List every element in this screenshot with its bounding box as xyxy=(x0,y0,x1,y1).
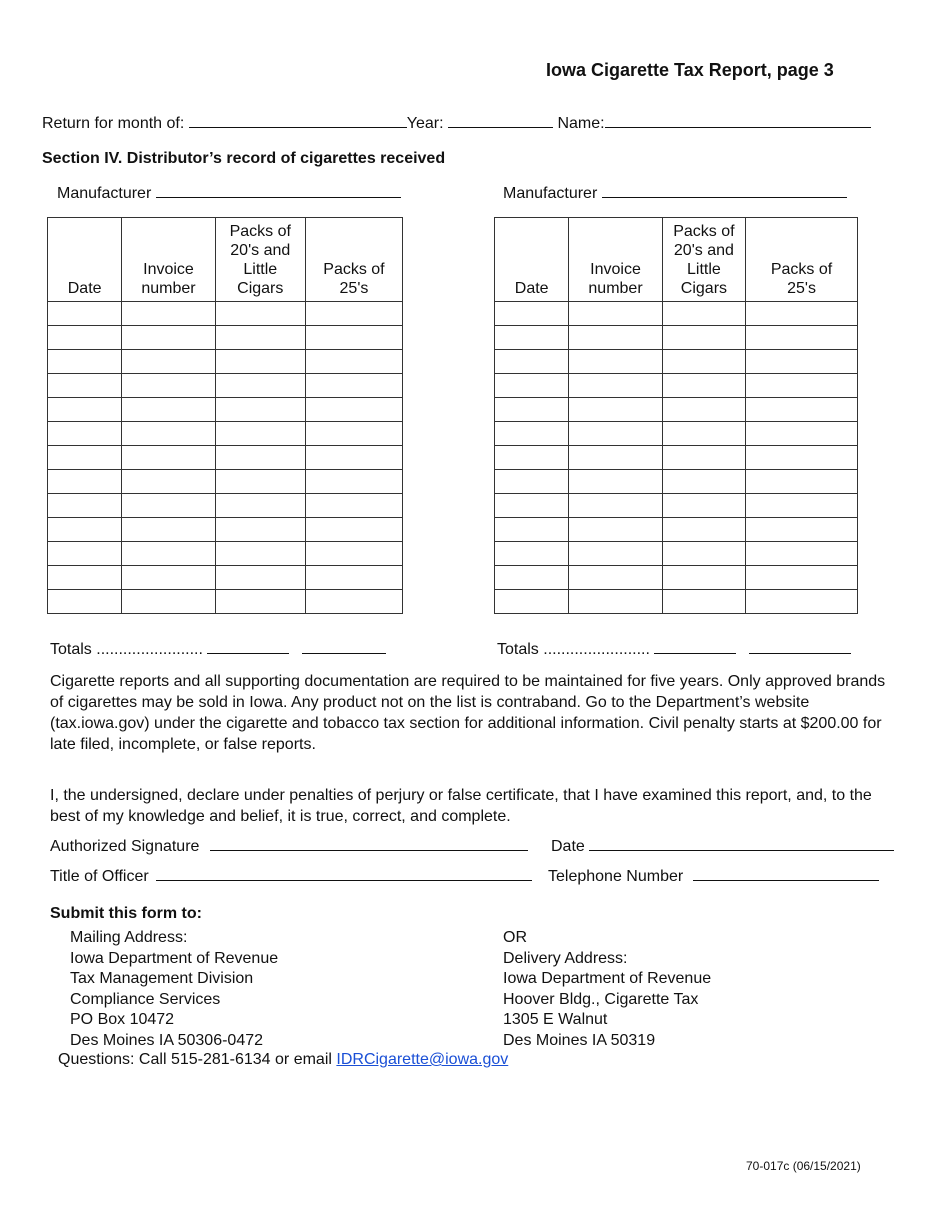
mailing-address-line: Tax Management Division xyxy=(70,970,254,987)
cell-packs25[interactable] xyxy=(305,566,402,590)
delivery-address-line: Delivery Address: xyxy=(503,949,628,967)
cell-date[interactable] xyxy=(495,518,569,542)
title-row xyxy=(50,866,532,886)
cell-invoice[interactable] xyxy=(569,302,662,326)
cell-invoice[interactable] xyxy=(122,422,215,446)
total-packs25-field[interactable] xyxy=(302,639,386,654)
totals-label: Totals ........................ xyxy=(497,641,650,658)
delivery-address-line: 1305 E Walnut xyxy=(503,1011,608,1028)
cell-date[interactable] xyxy=(48,542,122,566)
cell-date[interactable] xyxy=(495,590,569,614)
delivery-address-line: Hoover Bldg., Cigarette Tax xyxy=(503,990,699,1008)
cell-packs20[interactable] xyxy=(215,302,305,326)
cell-packs25[interactable] xyxy=(305,350,402,374)
cell-invoice[interactable] xyxy=(122,398,215,422)
cell-invoice[interactable] xyxy=(569,398,662,422)
totals-right xyxy=(497,639,851,659)
cell-date[interactable] xyxy=(48,446,122,470)
name-label: Name: xyxy=(557,115,605,132)
cell-packs20[interactable] xyxy=(662,494,745,518)
cell-packs25[interactable] xyxy=(746,566,858,590)
column-header-packs25: Packs of 25's xyxy=(746,218,858,302)
cell-invoice[interactable] xyxy=(122,326,215,350)
cell-date[interactable] xyxy=(48,350,122,374)
cell-date[interactable] xyxy=(495,470,569,494)
cell-packs20[interactable] xyxy=(662,566,745,590)
cell-packs20[interactable] xyxy=(662,422,745,446)
questions-line xyxy=(58,1051,508,1069)
phone-row xyxy=(548,866,879,886)
cell-packs25[interactable] xyxy=(746,374,858,398)
cell-invoice[interactable] xyxy=(122,470,215,494)
cell-packs20[interactable] xyxy=(215,494,305,518)
mailing-address-line: PO Box 10472 xyxy=(70,1011,175,1028)
cell-date[interactable] xyxy=(495,374,569,398)
column-header-date: Date xyxy=(48,218,122,302)
cell-invoice[interactable] xyxy=(569,326,662,350)
table-row xyxy=(48,350,403,374)
cell-packs20[interactable] xyxy=(215,422,305,446)
cell-packs20[interactable] xyxy=(662,446,745,470)
cell-invoice[interactable] xyxy=(122,446,215,470)
column-header-invoice: Invoice number xyxy=(122,218,215,302)
form-id: 70-017c (06/15/2021) xyxy=(746,1159,861,1173)
cell-packs20[interactable] xyxy=(662,470,745,494)
table-header-row xyxy=(48,218,403,302)
cell-invoice[interactable] xyxy=(569,422,662,446)
cell-packs20[interactable] xyxy=(662,326,745,350)
cell-packs25[interactable] xyxy=(746,326,858,350)
cell-packs20[interactable] xyxy=(215,446,305,470)
title-field[interactable] xyxy=(156,866,532,881)
cell-invoice[interactable] xyxy=(569,566,662,590)
cell-invoice[interactable] xyxy=(122,350,215,374)
manufacturer-left xyxy=(57,183,401,203)
cell-invoice[interactable] xyxy=(569,590,662,614)
mailing-address-line: Compliance Services xyxy=(70,990,221,1008)
table-row xyxy=(495,494,858,518)
cell-packs25[interactable] xyxy=(746,350,858,374)
table-row xyxy=(495,542,858,566)
month-label: Return for month of: xyxy=(42,115,185,132)
table-row xyxy=(495,566,858,590)
cell-date[interactable] xyxy=(48,374,122,398)
page-title: Iowa Cigarette Tax Report, page 3 xyxy=(546,60,834,80)
table-row xyxy=(48,542,403,566)
submit-heading: Submit this form to: xyxy=(50,905,202,922)
cell-packs25[interactable] xyxy=(746,446,858,470)
table-row xyxy=(495,374,858,398)
cell-invoice[interactable] xyxy=(569,374,662,398)
phone-label: Telephone Number xyxy=(548,868,684,885)
cell-date[interactable] xyxy=(48,590,122,614)
cell-packs25[interactable] xyxy=(305,542,402,566)
column-header-invoice: Invoice number xyxy=(569,218,662,302)
cell-packs25[interactable] xyxy=(746,494,858,518)
cell-date[interactable] xyxy=(48,326,122,350)
table-row xyxy=(48,422,403,446)
cell-packs25[interactable] xyxy=(746,398,858,422)
cell-invoice[interactable] xyxy=(122,494,215,518)
total-packs20-field[interactable] xyxy=(654,639,736,654)
cell-packs20[interactable] xyxy=(215,398,305,422)
header-fields xyxy=(42,113,871,133)
cell-invoice[interactable] xyxy=(569,446,662,470)
date-row xyxy=(551,836,894,856)
record-table-right xyxy=(494,217,858,614)
cell-packs25[interactable] xyxy=(305,590,402,614)
cell-date[interactable] xyxy=(495,446,569,470)
manufacturer-right xyxy=(503,183,847,203)
manufacturer-field[interactable] xyxy=(156,183,401,198)
year-label: Year: xyxy=(406,115,444,132)
cell-packs20[interactable] xyxy=(662,518,745,542)
cell-invoice[interactable] xyxy=(569,470,662,494)
cell-date[interactable] xyxy=(48,518,122,542)
cell-invoice[interactable] xyxy=(122,302,215,326)
cell-packs25[interactable] xyxy=(305,470,402,494)
delivery-address-line: OR xyxy=(503,929,527,946)
record-table-left xyxy=(47,217,403,614)
table-row xyxy=(495,590,858,614)
cell-packs20[interactable] xyxy=(662,398,745,422)
table-row xyxy=(495,302,858,326)
column-header-packs25: Packs of 25's xyxy=(305,218,402,302)
table-row xyxy=(48,302,403,326)
email-link[interactable]: IDRCigarette@iowa.gov xyxy=(336,1051,509,1068)
cell-packs25[interactable] xyxy=(305,326,402,350)
column-header-date: Date xyxy=(495,218,569,302)
month-field[interactable] xyxy=(189,113,407,128)
cell-packs25[interactable] xyxy=(746,518,858,542)
total-packs25-field[interactable] xyxy=(749,639,851,654)
cell-date[interactable] xyxy=(495,542,569,566)
cell-invoice[interactable] xyxy=(122,566,215,590)
column-header-packs20: Packs of 20's and Little Cigars xyxy=(662,218,745,302)
cell-packs25[interactable] xyxy=(305,446,402,470)
questions-text: Questions: Call 515-281-6134 or email xyxy=(58,1051,332,1068)
cell-packs25[interactable] xyxy=(746,542,858,566)
cell-invoice[interactable] xyxy=(122,542,215,566)
declaration-text: I, the undersigned, declare under penalties of perjury or false certificate, that I have examined this report, and, to the best of my knowledge and belief, it is true, correct, and complete. xyxy=(50,787,872,825)
cell-date[interactable] xyxy=(48,566,122,590)
cell-date[interactable] xyxy=(495,302,569,326)
mailing-address-line: Iowa Department of Revenue xyxy=(70,949,279,967)
year-field[interactable] xyxy=(448,113,553,128)
cell-date[interactable] xyxy=(495,326,569,350)
cell-packs20[interactable] xyxy=(662,302,745,326)
table-row xyxy=(495,326,858,350)
cell-invoice[interactable] xyxy=(122,590,215,614)
table-row xyxy=(48,470,403,494)
cell-invoice[interactable] xyxy=(569,494,662,518)
signature-row xyxy=(50,836,528,856)
cell-invoice[interactable] xyxy=(122,518,215,542)
cell-packs25[interactable] xyxy=(305,422,402,446)
cell-date[interactable] xyxy=(48,398,122,422)
cell-packs25[interactable] xyxy=(746,470,858,494)
cell-packs20[interactable] xyxy=(662,590,745,614)
section-title: Section IV. Distributor’s record of cigarettes received xyxy=(42,150,446,167)
cell-packs25[interactable] xyxy=(305,302,402,326)
delivery-address xyxy=(503,928,711,1051)
cell-invoice[interactable] xyxy=(569,518,662,542)
cell-packs20[interactable] xyxy=(215,590,305,614)
delivery-address-line: Des Moines IA 50319 xyxy=(503,1031,656,1049)
cell-packs20[interactable] xyxy=(662,350,745,374)
cell-date[interactable] xyxy=(48,422,122,446)
total-packs20-field[interactable] xyxy=(207,639,289,654)
mailing-address-line: Mailing Address: xyxy=(70,929,188,946)
delivery-address-line: Iowa Department of Revenue xyxy=(503,970,712,987)
table-row xyxy=(495,398,858,422)
cell-date[interactable] xyxy=(495,350,569,374)
table-row xyxy=(48,326,403,350)
cell-date[interactable] xyxy=(48,494,122,518)
cell-packs20[interactable] xyxy=(215,542,305,566)
table-row xyxy=(48,518,403,542)
cell-packs20[interactable] xyxy=(215,350,305,374)
date-field[interactable] xyxy=(589,836,894,851)
cell-invoice[interactable] xyxy=(122,374,215,398)
mailing-address xyxy=(70,928,278,1051)
notice-text: Cigarette reports and all supporting documentation are required to be maintained for five years. Only approved brands of cigarettes may be sold in Iowa. Any product not on the list is contraband. Go to the Department’s website (tax.iowa.gov) under the cigarette and tobacco tax section for additional information. Civil penalty starts at $200.00 for late filed, incomplete, or false reports. xyxy=(50,673,886,753)
cell-packs20[interactable] xyxy=(662,542,745,566)
cell-packs25[interactable] xyxy=(305,398,402,422)
cell-invoice[interactable] xyxy=(569,542,662,566)
cell-packs20[interactable] xyxy=(215,326,305,350)
table-row xyxy=(48,494,403,518)
totals-label: Totals ........................ xyxy=(50,641,203,658)
cell-packs25[interactable] xyxy=(746,422,858,446)
cell-packs25[interactable] xyxy=(746,590,858,614)
phone-field[interactable] xyxy=(693,866,879,881)
cell-date[interactable] xyxy=(48,470,122,494)
cell-packs20[interactable] xyxy=(215,374,305,398)
table-row xyxy=(48,446,403,470)
table-row xyxy=(495,446,858,470)
cell-date[interactable] xyxy=(48,302,122,326)
mailing-address-line: Des Moines IA 50306-0472 xyxy=(70,1031,264,1049)
cell-packs25[interactable] xyxy=(305,518,402,542)
cell-packs25[interactable] xyxy=(746,302,858,326)
table-row xyxy=(48,590,403,614)
cell-date[interactable] xyxy=(495,398,569,422)
table-row xyxy=(48,566,403,590)
name-field[interactable] xyxy=(605,113,871,128)
cell-date[interactable] xyxy=(495,422,569,446)
manufacturer-field[interactable] xyxy=(602,183,847,198)
manufacturer-label: Manufacturer xyxy=(503,185,598,202)
cell-packs20[interactable] xyxy=(662,374,745,398)
signature-label: Authorized Signature xyxy=(50,838,200,855)
cell-packs25[interactable] xyxy=(305,494,402,518)
column-header-packs20: Packs of 20's and Little Cigars xyxy=(215,218,305,302)
manufacturer-label: Manufacturer xyxy=(57,185,152,202)
signature-field[interactable] xyxy=(210,836,528,851)
table-row xyxy=(495,470,858,494)
table-row xyxy=(48,398,403,422)
cell-packs25[interactable] xyxy=(305,374,402,398)
table-row xyxy=(495,518,858,542)
cell-packs20[interactable] xyxy=(215,470,305,494)
cell-date[interactable] xyxy=(495,566,569,590)
table-row xyxy=(495,350,858,374)
cell-date[interactable] xyxy=(495,494,569,518)
table-header-row xyxy=(495,218,858,302)
title-label: Title of Officer xyxy=(50,868,149,885)
table-row xyxy=(495,422,858,446)
date-label: Date xyxy=(551,838,585,855)
cell-invoice[interactable] xyxy=(569,350,662,374)
table-row xyxy=(48,374,403,398)
totals-left xyxy=(50,639,386,659)
cell-packs20[interactable] xyxy=(215,566,305,590)
cell-packs20[interactable] xyxy=(215,518,305,542)
